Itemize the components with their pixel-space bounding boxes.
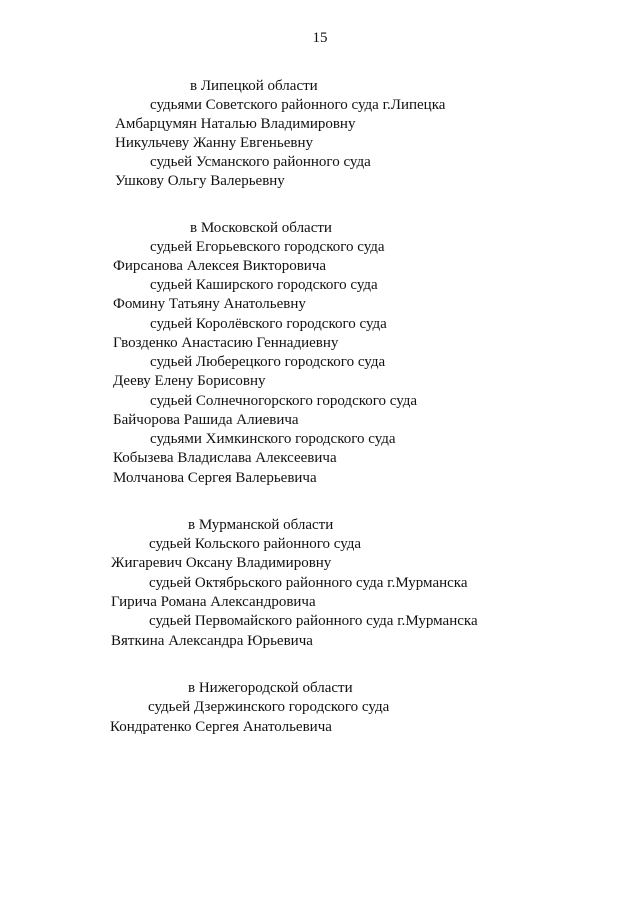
court-line: судьями Советского районного суда г.Липецка xyxy=(150,97,446,113)
region-heading: в Московской области xyxy=(190,220,332,236)
person-line: Гвозденко Анастасию Геннадиевну xyxy=(113,335,339,351)
region-heading: в Мурманской области xyxy=(188,517,334,533)
person-line: Кондратенко Сергея Анатольевича xyxy=(110,719,332,735)
person-line: Фомину Татьяну Анатольевну xyxy=(113,296,306,312)
person-line: Ушкову Ольгу Валерьевну xyxy=(115,173,285,189)
court-line: судьей Усманского районного суда xyxy=(150,154,371,170)
person-line: Фирсанова Алексея Викторовича xyxy=(113,258,327,274)
court-line: судьей Первомайского районного суда г.Мурманска xyxy=(149,613,478,629)
court-line: судьей Дзержинского городского суда xyxy=(148,699,390,715)
court-line: судьей Егорьевского городского суда xyxy=(150,239,385,255)
court-line: судьей Октябрьского районного суда г.Мурманска xyxy=(149,575,468,591)
page-number: 15 xyxy=(312,30,328,46)
person-line: Амбарцумян Наталью Владимировну xyxy=(115,116,356,132)
person-line: Никульчеву Жанну Евгеньевну xyxy=(115,135,314,151)
person-line: Жигаревич Оксану Владимировну xyxy=(111,555,332,571)
court-line: судьей Солнечногорского городского суда xyxy=(150,393,418,409)
person-line: Молчанова Сергея Валерьевича xyxy=(113,470,317,486)
person-line: Дееву Елену Борисовну xyxy=(113,373,266,389)
person-line: Байчорова Рашида Алиевича xyxy=(113,412,299,428)
region-heading: в Липецкой области xyxy=(190,78,318,94)
court-line: судьями Химкинского городского суда xyxy=(150,431,396,447)
court-line: судьей Кольского районного суда xyxy=(149,536,362,552)
court-line: судьей Каширского городского суда xyxy=(150,277,378,293)
person-line: Кобызева Владислава Алексеевича xyxy=(113,450,337,466)
person-line: Вяткина Александра Юрьевича xyxy=(111,633,313,649)
court-line: судьей Королёвского городского суда xyxy=(150,316,387,332)
region-heading: в Нижегородской области xyxy=(188,680,353,696)
person-line: Гирича Романа Александровича xyxy=(111,594,316,610)
court-line: судьей Люберецкого городского суда xyxy=(150,354,386,370)
